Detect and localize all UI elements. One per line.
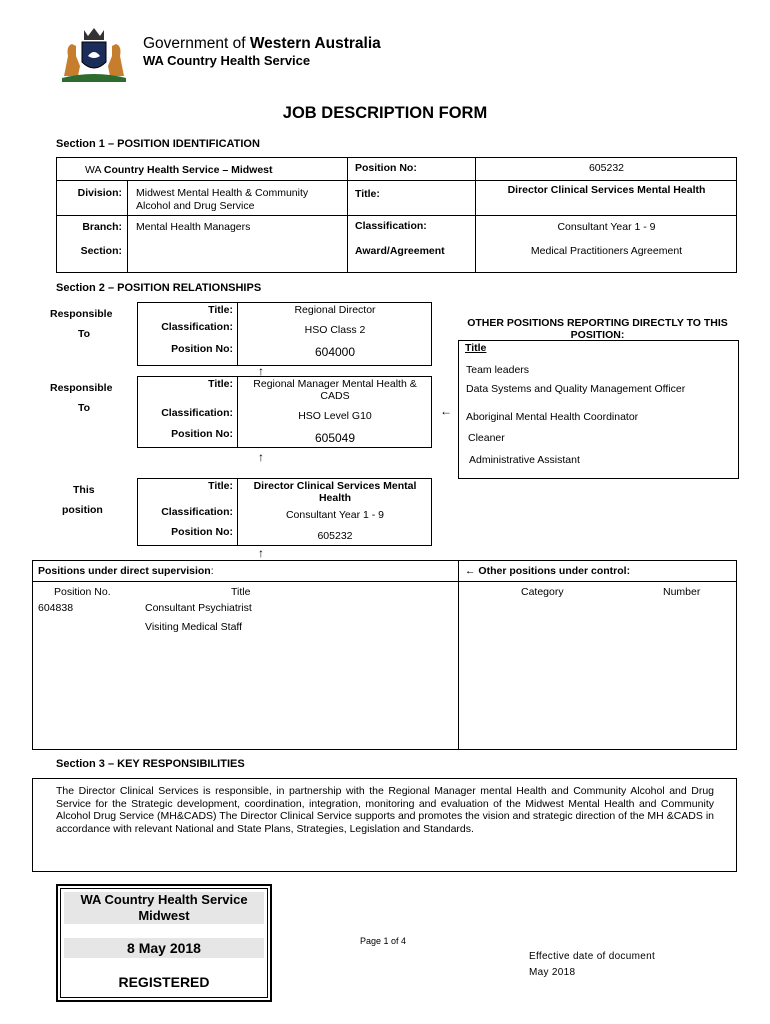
classification-value: Consultant Year 1 - 9: [557, 221, 656, 233]
stamp-line-2: Midwest: [138, 908, 190, 923]
position-label: position: [62, 504, 103, 516]
box2-title: Regional Manager Mental Health & CADS: [253, 378, 417, 402]
box2-classification: HSO Level G10: [298, 410, 372, 422]
box3-position-no: 605232: [317, 530, 353, 542]
division-value: Midwest Mental Health & Community Alcohol and Drug Service: [136, 187, 309, 212]
other-position-item: Administrative Assistant: [469, 454, 580, 466]
other-positions-heading: OTHER POSITIONS REPORTING DIRECTLY TO THIS POSITION:: [467, 317, 728, 341]
box2-title-label: Title:: [208, 378, 233, 390]
other-control-label: ← Other positions under control:: [465, 565, 631, 577]
box3-position-no-label: Position No:: [171, 526, 233, 538]
box3-title-label: Title:: [208, 480, 233, 492]
wa-coat-of-arms-logo: [58, 26, 130, 84]
section2-heading: Section 2 – POSITION RELATIONSHIPS: [56, 282, 262, 294]
responsible-label-1: Responsible: [50, 308, 113, 320]
left-arrow-icon: ←: [440, 404, 452, 418]
effective-date-label: Effective date of document: [529, 951, 656, 962]
box3-title: Director Clinical Services Mental Health: [253, 480, 417, 504]
up-arrow-icon: ↑: [258, 364, 264, 378]
col-number: Number: [663, 586, 701, 598]
branch-value: Mental Health Managers: [136, 221, 251, 233]
box1-title: Regional Director: [294, 304, 376, 316]
title-label: Title:: [355, 188, 380, 200]
page-number: Page 1 of 4: [360, 936, 407, 946]
key-responsibilities-text: The Director Clinical Services is responsible, in partnership with the Regional Manager mental Health and Community Alcohol and Drug Service for the Strategic development, coordination, integration, monitoring and evaluation of the Midwest Mental Health and Community Alcohol Drug Service (MH&CADS) The Director Clinical Service supports and promotes the vision and strategic direction of the MH &CADS in accordance with relevant National and State Plans, Strategies, Legislation and Standards.: [56, 785, 714, 835]
other-position-item: Aboriginal Mental Health Coordinator: [466, 411, 639, 423]
up-arrow-icon: ↑: [258, 450, 264, 464]
award-label: Award/Agreement: [355, 245, 445, 257]
col-category: Category: [521, 586, 564, 598]
this-label: This: [73, 484, 95, 496]
box1-position-no: 604000: [314, 345, 356, 359]
stamp-line-1: WA Country Health Service: [80, 892, 248, 907]
other-position-item: Data Systems and Quality Management Officer: [466, 383, 686, 395]
responsible-label-2: Responsible: [50, 382, 113, 394]
title-value: Director Clinical Services Mental Health: [507, 184, 706, 196]
supervised-title: Visiting Medical Staff: [145, 621, 243, 633]
stamp-org: [64, 892, 264, 924]
to-label-1: To: [78, 328, 91, 340]
agency-title: WA Country Health Service: [143, 53, 311, 68]
section3-heading: Section 3 – KEY RESPONSIBILITIES: [56, 758, 245, 770]
to-label-2: To: [78, 402, 91, 414]
up-arrow-icon: ↑: [258, 546, 264, 560]
box1-classification-label: Classification:: [161, 321, 233, 333]
stamp-status: REGISTERED: [118, 974, 210, 990]
other-title-label: Title: [465, 342, 487, 354]
direct-supervision-label: Positions under direct supervision:: [38, 565, 214, 577]
branch-label: Branch:: [82, 221, 122, 233]
box1-title-label: Title:: [208, 304, 233, 316]
col-position-no: Position No.: [54, 586, 111, 598]
supervised-position-no: 604838: [38, 602, 74, 614]
box3-classification-label: Classification:: [161, 506, 233, 518]
position-no-label: Position No:: [355, 162, 417, 174]
position-no-value: 605232: [588, 162, 625, 174]
other-position-item: Cleaner: [468, 432, 505, 444]
box2-classification-label: Classification:: [161, 407, 233, 419]
stamp-date: 8 May 2018: [64, 938, 264, 958]
box2-position-no-label: Position No:: [171, 428, 233, 440]
effective-date-value: May 2018: [529, 967, 576, 978]
box2-position-no: 605049: [314, 431, 356, 445]
document-title: JOB DESCRIPTION FORM: [282, 104, 488, 122]
box1-classification: HSO Class 2: [304, 324, 366, 336]
award-value: Medical Practitioners Agreement: [530, 245, 683, 257]
classification-label: Classification:: [355, 220, 427, 232]
division-label: Division:: [77, 187, 122, 199]
box3-classification: Consultant Year 1 - 9: [285, 509, 385, 521]
supervision-table: [32, 560, 737, 750]
other-position-item: Team leaders: [466, 364, 530, 376]
box1-position-no-label: Position No:: [171, 343, 233, 355]
left-arrow-icon: ←: [465, 565, 479, 577]
supervised-title: Consultant Psychiatrist: [145, 602, 252, 614]
government-title: Government of Western Australia: [143, 35, 381, 52]
organisation-name: WA Country Health Service – Midwest: [85, 164, 273, 176]
section-label: Section:: [80, 245, 122, 257]
col-title: Title: [231, 586, 251, 598]
section1-heading: Section 1 – POSITION IDENTIFICATION: [56, 138, 260, 150]
